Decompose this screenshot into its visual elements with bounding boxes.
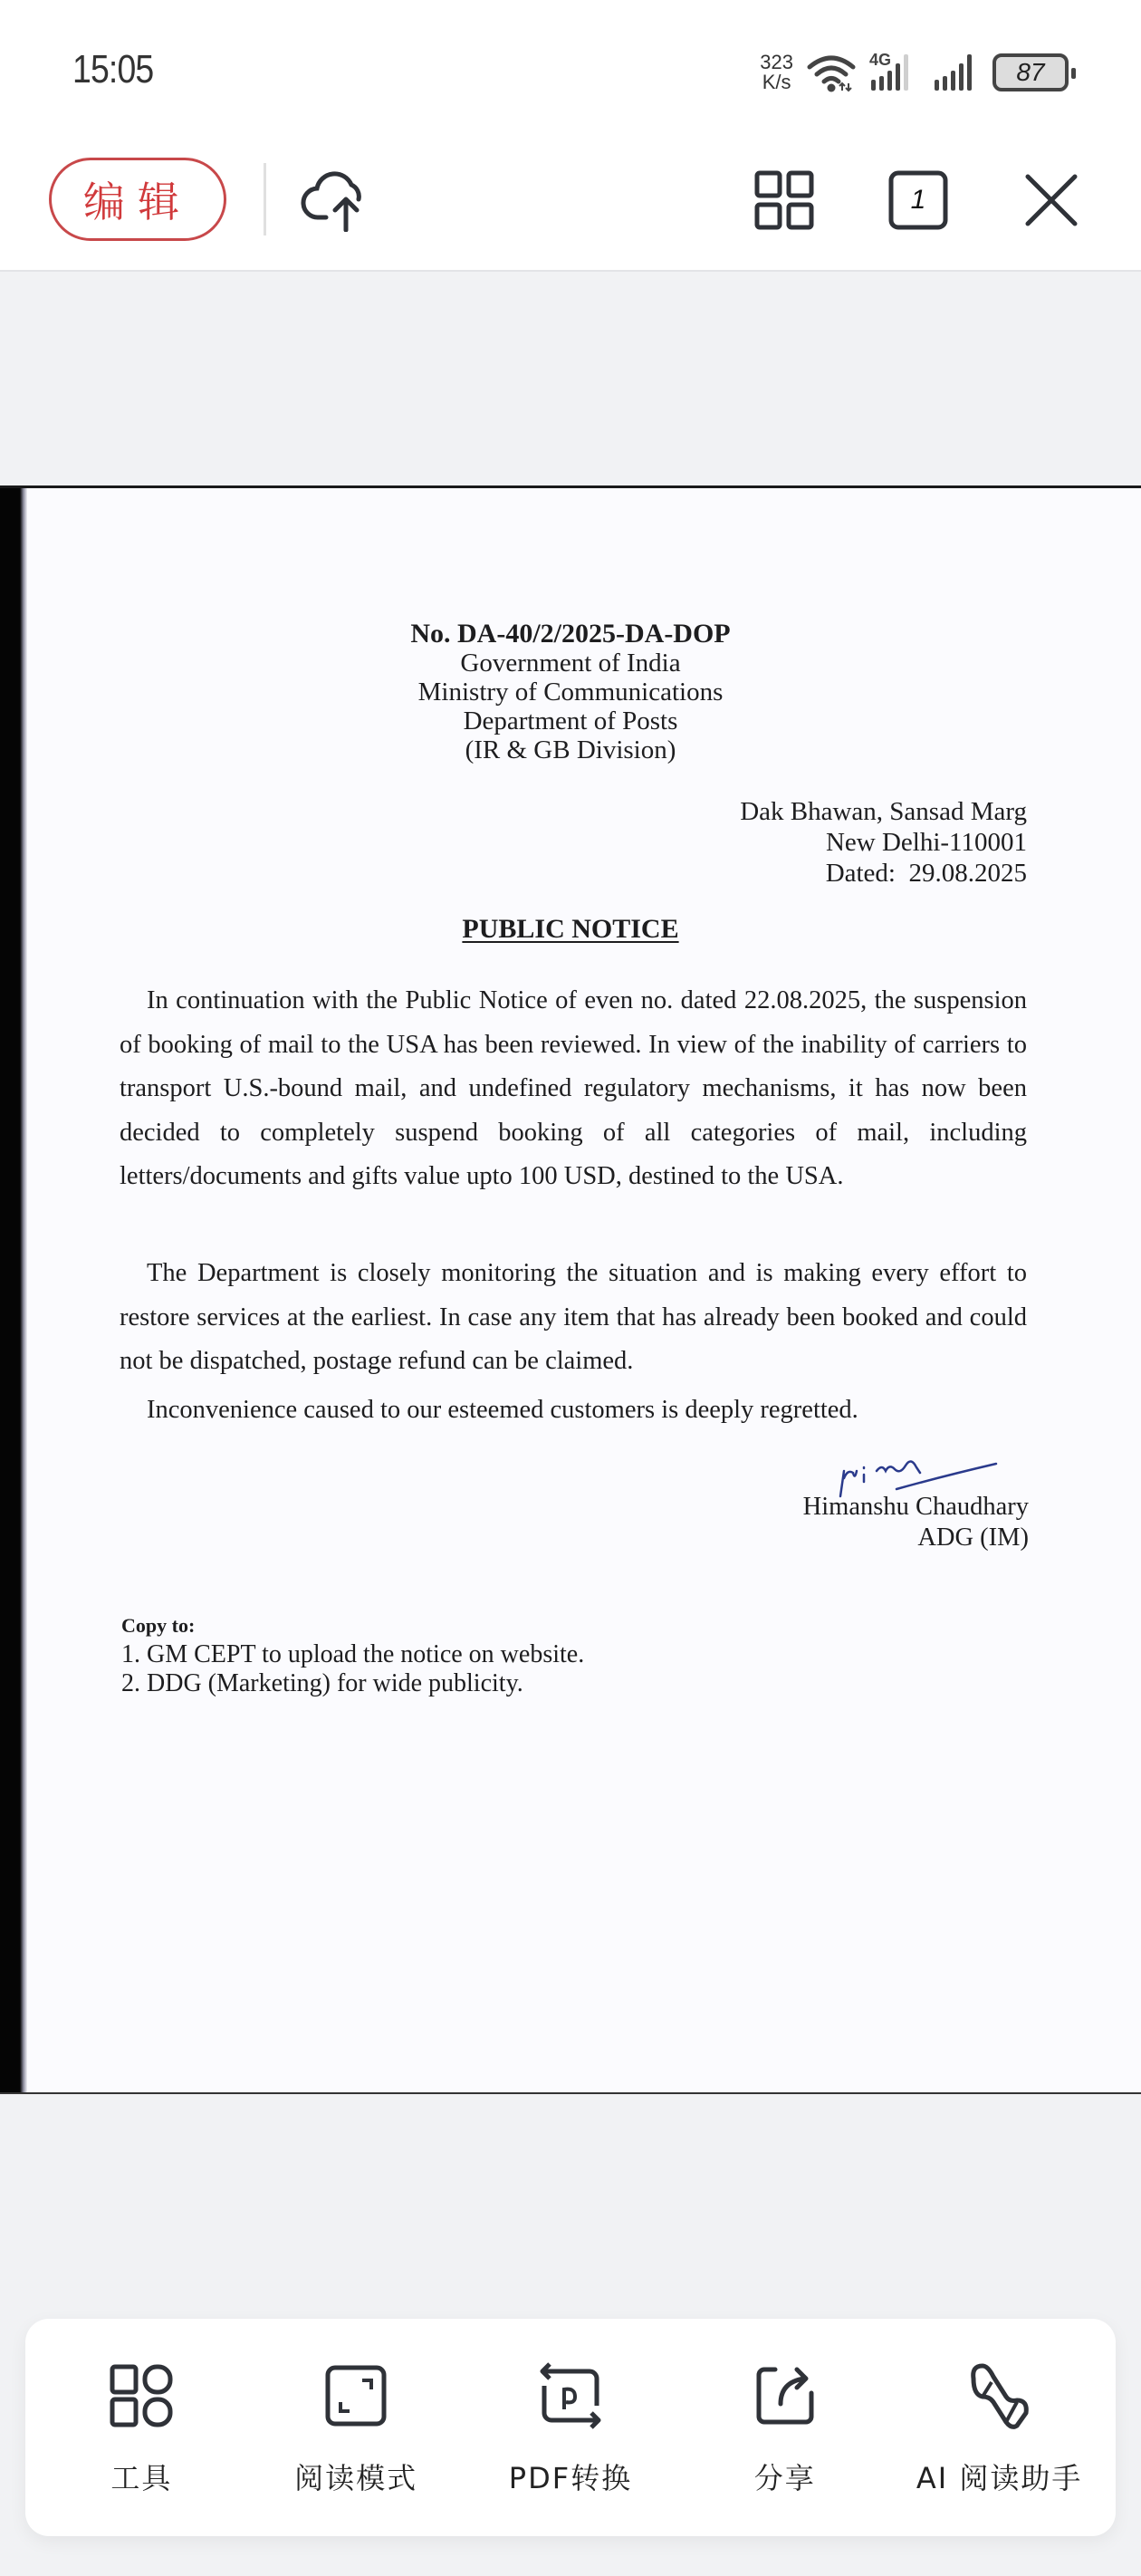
document-header (0, 620, 1141, 764)
network-type-label: 4G (869, 51, 892, 69)
org-line: (IR & GB Division) (465, 735, 676, 764)
public-notice-document (0, 488, 1141, 2092)
pdf-convert-icon (537, 2360, 604, 2431)
reading-mode-button[interactable] (252, 2358, 460, 2497)
signal-bars-icon (869, 53, 920, 92)
cloud-upload-button[interactable] (294, 163, 376, 235)
date-line: Dated: 29.08.2025 (825, 859, 1027, 888)
network-speed (760, 53, 793, 92)
thumbnail-grid-button[interactable] (752, 168, 817, 233)
copy-to-item: 1. GM CEPT to upload the notice on website. (121, 1640, 585, 1668)
signatory-title: ADG (IM) (917, 1523, 1029, 1552)
copy-to-item: 2. DDG (Marketing) for wide publicity. (121, 1669, 523, 1697)
bottom-action-bar (25, 2319, 1116, 2536)
network-speed-unit: K/s (762, 71, 791, 93)
toolbar-divider (264, 163, 266, 235)
body-paragraph: The Department is closely monitoring the situation and is making every effort to restore services at the earliest. In case any item that has already been booked and could not be dispatched, postage refund can be claimed. (120, 1259, 1027, 1375)
status-time: 15:05 (72, 47, 154, 91)
address-block (740, 796, 1027, 889)
regret-paragraph: Inconvenience caused to our esteemed customers is deeply regretted. (147, 1396, 858, 1424)
close-icon (1024, 173, 1079, 227)
reference-number: No. DA-40/2/2025-DA-DOP (410, 619, 731, 649)
signal-bars-icon-2 (933, 53, 980, 92)
status-bar (0, 0, 1141, 136)
notice-title: PUBLIC NOTICE (462, 914, 679, 944)
reading-mode-icon (324, 2364, 388, 2427)
cloud-upload-icon (299, 167, 371, 232)
tools-button[interactable] (37, 2358, 245, 2497)
signatory-block (803, 1492, 1029, 1553)
ai-assistant-icon (966, 2360, 1033, 2431)
page-number-button[interactable] (886, 168, 951, 233)
tools-grid-icon (110, 2364, 173, 2427)
close-button[interactable] (1019, 168, 1084, 233)
page-indicator: 1 (910, 185, 926, 215)
address-line: New Delhi-110001 (825, 828, 1027, 857)
address-line: Dak Bhawan, Sansad Marg (740, 797, 1027, 826)
org-line: Government of India (460, 649, 681, 678)
signatory-name: Himanshu Chaudhary (802, 1493, 1029, 1521)
pdf-convert-label: PDF转换 (508, 2461, 633, 2495)
pdf-page[interactable] (0, 485, 1141, 2094)
share-label: 分享 (753, 2461, 816, 2495)
tools-label: 工具 (110, 2461, 173, 2495)
top-toolbar (0, 136, 1141, 272)
ai-assistant-label: AI 阅读助手 (916, 2461, 1083, 2495)
org-line: Ministry of Communications (417, 678, 724, 706)
network-speed-value: 323 (760, 51, 793, 73)
ai-reading-assistant-button[interactable] (896, 2358, 1104, 2497)
copy-to-block (121, 1611, 584, 1698)
share-icon (753, 2364, 817, 2427)
share-button[interactable] (681, 2358, 889, 2497)
edit-button[interactable]: 编辑 (49, 158, 226, 241)
org-line: Department of Posts (463, 706, 678, 735)
mobile-signal-4g (869, 53, 920, 92)
battery-indicator (992, 53, 1069, 91)
battery-level: 87 (1016, 58, 1045, 86)
body-paragraph: In continuation with the Public Notice of even no. dated 22.08.2025, the suspension of booking of mail to the USA has been reviewed. In view of the inability of carriers to transport U.S.-bound mail, and undefined regulatory mechanisms, it has now been decided to completely suspend booking of all categories of mail, including letters/documents and gifts value upto 100 USD, destined to the USA. (120, 986, 1027, 1190)
document-viewer[interactable] (0, 272, 1141, 2301)
pdf-convert-button[interactable] (466, 2358, 675, 2497)
reading-mode-label: 阅读模式 (294, 2461, 418, 2495)
status-icons (760, 47, 1069, 98)
grid-view-icon (754, 170, 814, 230)
wifi-icon (806, 53, 857, 92)
copy-to-label: Copy to: (121, 1614, 196, 1637)
